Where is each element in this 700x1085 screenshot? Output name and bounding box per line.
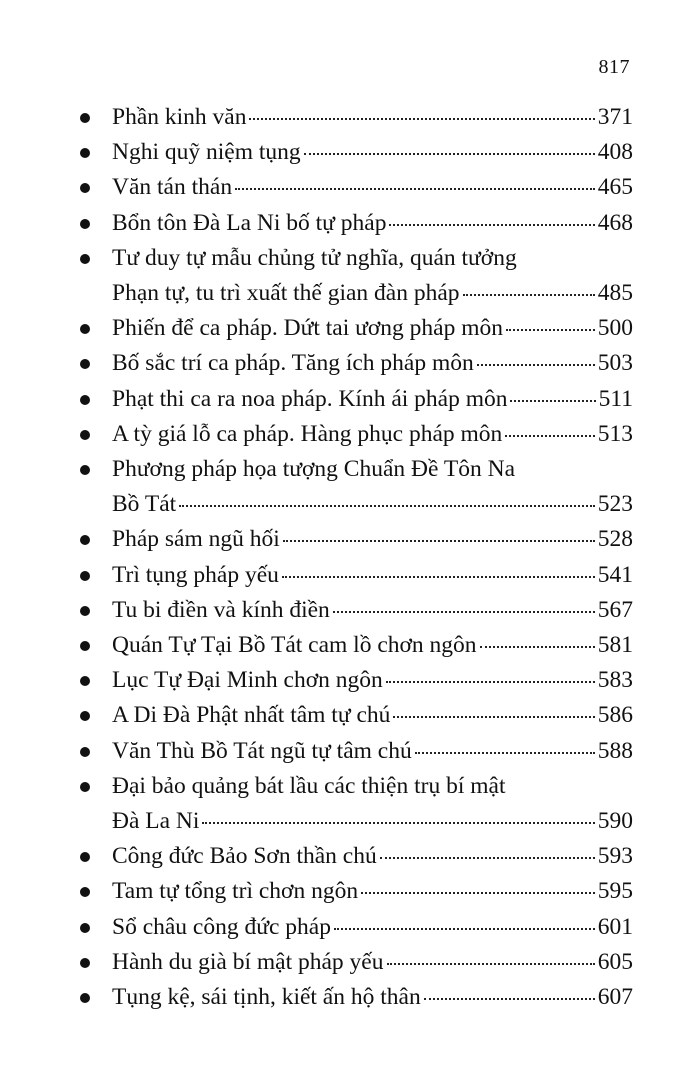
entry-page-number: 408 bbox=[597, 139, 633, 166]
toc-entry bbox=[78, 874, 633, 909]
toc-entry bbox=[78, 698, 633, 733]
dot-leader bbox=[179, 505, 595, 507]
bullet-icon bbox=[80, 923, 90, 933]
entry-title: Tam tự tổng trì chơn ngôn bbox=[112, 878, 359, 905]
entry-page-number: 607 bbox=[597, 984, 633, 1011]
dot-leader bbox=[304, 153, 595, 155]
dot-leader bbox=[283, 540, 595, 542]
toc-entry bbox=[78, 558, 633, 593]
entry-title: Tu bi điền và kính điền bbox=[112, 596, 330, 623]
bullet-icon bbox=[80, 993, 90, 1003]
entry-page-number: 588 bbox=[597, 737, 633, 764]
page-number: 817 bbox=[598, 56, 630, 78]
table-of-contents bbox=[78, 100, 633, 1015]
entry-title: Hành du già bí mật pháp yếu bbox=[112, 948, 384, 975]
dot-leader bbox=[334, 928, 595, 930]
entry-page-number: 586 bbox=[597, 702, 633, 729]
bullet-icon bbox=[80, 641, 90, 651]
dot-leader bbox=[480, 646, 595, 648]
toc-entry bbox=[78, 734, 633, 769]
entry-title: Quán Tự Tại Bồ Tát cam lồ chơn ngôn bbox=[112, 632, 477, 659]
entry-title: Phần kinh văn bbox=[112, 104, 247, 130]
entry-title-continued: Bồ Tát bbox=[112, 491, 177, 518]
entry-title: Phạt thi ca ra noa pháp. Kính ái pháp môn bbox=[112, 385, 508, 412]
entry-page-number: 523 bbox=[597, 491, 633, 518]
toc-entry bbox=[78, 311, 633, 346]
bullet-icon bbox=[80, 465, 90, 475]
toc-entry bbox=[78, 170, 633, 205]
entry-page-number: 583 bbox=[597, 667, 633, 694]
dot-leader bbox=[505, 435, 594, 437]
entry-page-number: 485 bbox=[597, 280, 633, 307]
toc-entry bbox=[78, 135, 633, 170]
dot-leader bbox=[361, 892, 595, 894]
bullet-icon bbox=[80, 219, 90, 229]
entry-title: Sổ châu công đức pháp bbox=[112, 913, 331, 940]
entry-page-number: 590 bbox=[597, 808, 633, 835]
dot-leader bbox=[386, 681, 595, 683]
bullet-icon bbox=[80, 606, 90, 616]
dot-leader bbox=[424, 998, 595, 1000]
toc-entry bbox=[78, 100, 633, 135]
bullet-icon bbox=[80, 782, 90, 792]
dot-leader bbox=[477, 364, 595, 366]
entry-title: Pháp sám ngũ hối bbox=[112, 526, 280, 553]
bullet-icon bbox=[80, 535, 90, 545]
entry-page-number: 503 bbox=[597, 350, 633, 377]
toc-entry bbox=[78, 910, 633, 945]
entry-title: Nghi quỹ niệm tụng bbox=[112, 139, 301, 166]
dot-leader bbox=[415, 752, 595, 754]
entry-title: Tư duy tự mẫu chủng tử nghĩa, quán tưởng bbox=[112, 244, 517, 271]
toc-entry bbox=[78, 980, 633, 1015]
entry-title: Bổn tôn Đà La Ni bố tự pháp bbox=[112, 209, 387, 236]
dot-leader bbox=[463, 294, 595, 296]
toc-entry bbox=[78, 241, 633, 311]
entry-title: A Di Đà Phật nhất tâm tự chú bbox=[112, 702, 391, 729]
bullet-icon bbox=[80, 395, 90, 405]
dot-leader bbox=[393, 716, 594, 718]
entry-title: A tỳ giá lỗ ca pháp. Hàng phục pháp môn bbox=[112, 420, 503, 447]
bullet-icon bbox=[80, 254, 90, 264]
entry-title: Bố sắc trí ca pháp. Tăng ích pháp môn bbox=[112, 350, 474, 377]
bullet-icon bbox=[80, 711, 90, 721]
entry-title-continued: Đà La Ni bbox=[112, 808, 200, 835]
bullet-icon bbox=[80, 148, 90, 158]
toc-entry bbox=[78, 945, 633, 980]
bullet-icon bbox=[80, 958, 90, 968]
toc-entry bbox=[78, 769, 633, 839]
toc-entry bbox=[78, 663, 633, 698]
entry-page-number: 581 bbox=[597, 632, 633, 659]
dot-leader bbox=[380, 857, 595, 859]
bullet-icon bbox=[80, 113, 90, 123]
dot-leader bbox=[510, 400, 595, 402]
dot-leader bbox=[249, 118, 594, 120]
entry-page-number: 595 bbox=[597, 878, 633, 905]
toc-entry bbox=[78, 452, 633, 522]
toc-entry bbox=[78, 206, 633, 241]
entry-title: Trì tụng pháp yếu bbox=[112, 561, 279, 588]
bullet-icon bbox=[80, 183, 90, 193]
entry-title: Đại bảo quảng bát lầu các thiện trụ bí mật bbox=[112, 772, 506, 799]
toc-entry bbox=[78, 382, 633, 417]
bullet-icon bbox=[80, 359, 90, 369]
bullet-icon bbox=[80, 676, 90, 686]
dot-leader bbox=[387, 963, 595, 965]
toc-entry bbox=[78, 628, 633, 663]
toc-entry bbox=[78, 346, 633, 381]
entry-page-number: 371 bbox=[597, 104, 633, 130]
bullet-icon bbox=[80, 324, 90, 334]
dot-leader bbox=[282, 576, 595, 578]
toc-entry bbox=[78, 417, 633, 452]
entry-title: Văn tán thán bbox=[112, 174, 233, 201]
entry-page-number: 465 bbox=[597, 174, 633, 201]
bullet-icon bbox=[80, 747, 90, 757]
entry-page-number: 593 bbox=[597, 843, 633, 870]
toc-entry bbox=[78, 593, 633, 628]
bullet-icon bbox=[80, 571, 90, 581]
entry-title-continued: Phạn tự, tu trì xuất thế gian đàn pháp bbox=[112, 280, 460, 307]
entry-page-number: 541 bbox=[597, 561, 633, 588]
bullet-icon bbox=[80, 887, 90, 897]
dot-leader bbox=[389, 224, 594, 226]
entry-title: Lục Tự Đại Minh chơn ngôn bbox=[112, 667, 383, 694]
entry-page-number: 567 bbox=[597, 596, 633, 623]
entry-title: Công đức Bảo Sơn thần chú bbox=[112, 843, 377, 870]
dot-leader bbox=[235, 188, 595, 190]
entry-page-number: 513 bbox=[597, 420, 633, 447]
entry-title: Phiến để ca pháp. Dứt tai ương pháp môn bbox=[112, 315, 503, 342]
dot-leader bbox=[333, 611, 595, 613]
entry-title: Tụng kệ, sái tịnh, kiết ấn hộ thân bbox=[112, 984, 421, 1011]
entry-page-number: 468 bbox=[597, 209, 633, 236]
entry-title: Văn Thù Bồ Tát ngũ tự tâm chú bbox=[112, 737, 412, 764]
bullet-icon bbox=[80, 852, 90, 862]
entry-title: Phương pháp họa tượng Chuẩn Đề Tôn Na bbox=[112, 456, 515, 483]
bullet-icon bbox=[80, 430, 90, 440]
entry-page-number: 605 bbox=[597, 948, 633, 975]
toc-entry bbox=[78, 839, 633, 874]
dot-leader bbox=[202, 822, 594, 824]
toc-entry bbox=[78, 522, 633, 557]
entry-page-number: 500 bbox=[597, 315, 633, 342]
dot-leader bbox=[506, 329, 595, 331]
entry-page-number: 528 bbox=[597, 526, 633, 553]
entry-page-number: 601 bbox=[597, 913, 633, 940]
entry-page-number: 511 bbox=[598, 385, 633, 412]
